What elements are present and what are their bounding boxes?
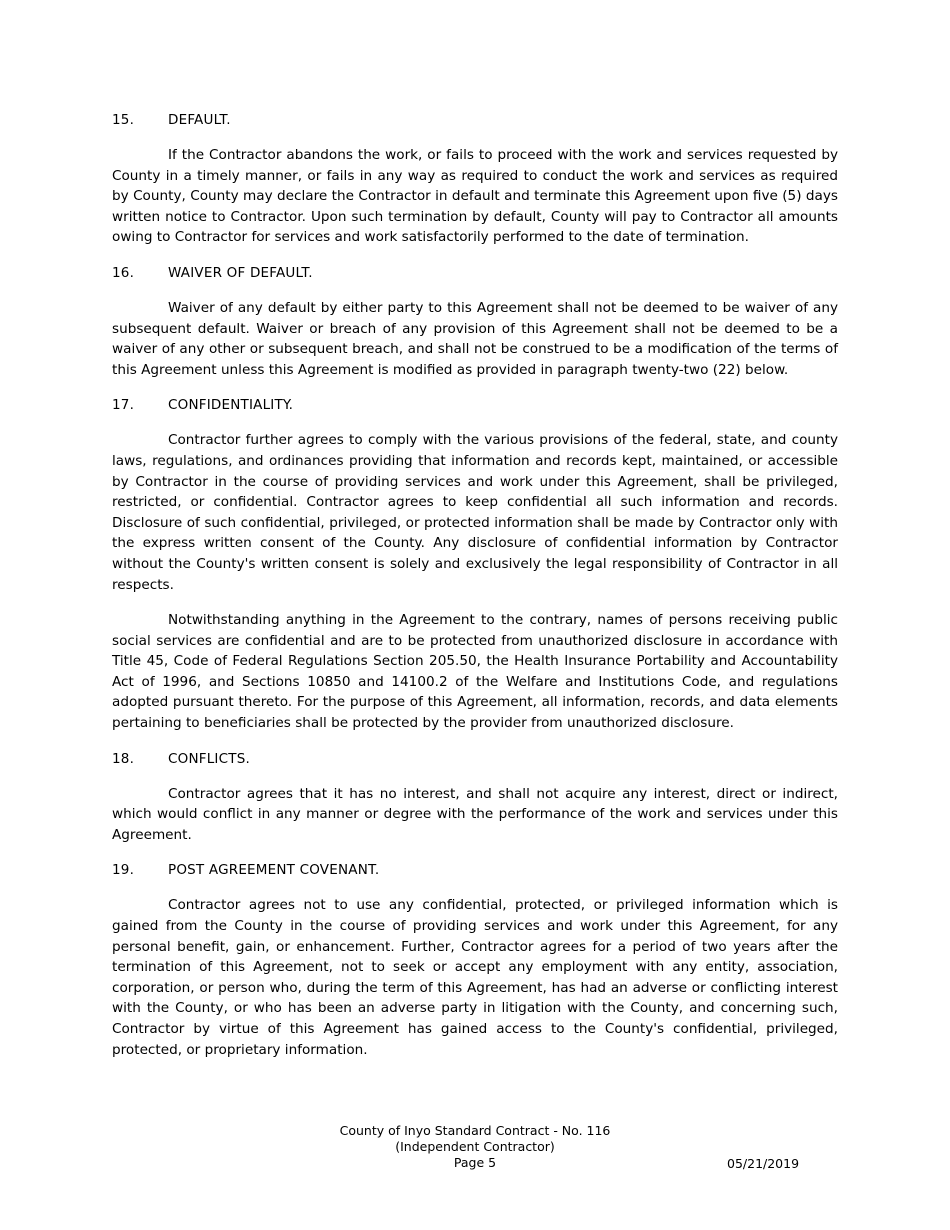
section-number: 18. bbox=[112, 750, 135, 767]
section-title: WAIVER OF DEFAULT. bbox=[168, 264, 313, 281]
section-number: 19. bbox=[112, 862, 135, 879]
section-19 bbox=[112, 860, 838, 1060]
section-heading bbox=[112, 860, 838, 880]
footer-date: 05/21/2019 bbox=[727, 1156, 800, 1171]
section-title: POST AGREEMENT COVENANT. bbox=[168, 862, 380, 879]
paragraph: Contractor agrees that it has no interest, and shall not acquire any interest, direct or indirect, which would conflict in any manner or degree with the performance of the work and services under this Agreement. bbox=[112, 785, 838, 843]
paragraph: Contractor agrees not to use any confidential, protected, or privileged information which is gained from the County in the course of providing services and work under this Agreement, for any personal benefit, gain, or enhancement. Further, Contractor agrees for a period of two years after the termination of this Agreement, not to seek or accept any employment with any entity, association, corporation, or person who, during the term of this Agreement, has had an adverse or conflicting interest with the County, or who has been an adverse party in litigation with the County, and concerning such, Contractor by virtue of this Agreement has gained access to the County's confidential, privileged, protected, or proprietary information. bbox=[112, 897, 838, 1058]
footer-page-number: Page 5 bbox=[453, 1155, 497, 1170]
document-body bbox=[112, 110, 838, 1075]
section-heading bbox=[112, 110, 838, 130]
section-title: CONFIDENTIALITY. bbox=[168, 397, 294, 414]
page-footer bbox=[0, 1123, 950, 1171]
footer-contract-type: (Independent Contractor) bbox=[395, 1139, 555, 1154]
section-number: 17. bbox=[112, 397, 135, 414]
paragraph: If the Contractor abandons the work, or fails to proceed with the work and services requested by County in a timely manner, or fails in any way as required to conduct the work and services as required by County, County may declare the Contractor in default and terminate this Agreement upon five (5) days written notice to Contractor. Upon such termination by default, County will pay to Contractor all amounts owing to Contractor for services and work satisfactorily performed to the date of termination. bbox=[112, 147, 838, 246]
section-heading bbox=[112, 263, 838, 283]
section-16 bbox=[112, 263, 838, 380]
section-15 bbox=[112, 110, 838, 248]
section-number: 15. bbox=[112, 112, 135, 128]
footer-contract-title: County of Inyo Standard Contract - No. 116 bbox=[339, 1123, 611, 1138]
section-17 bbox=[112, 395, 838, 733]
section-title: CONFLICTS. bbox=[168, 750, 250, 767]
section-heading bbox=[112, 395, 838, 415]
paragraph: Waiver of any default by either party to this Agreement shall not be deemed to be waiver of any subsequent default. Waiver or breach of any provision of this Agreement shall not be deemed to be a waiver of any other or subsequent breach, and shall not be construed to be a modification of the terms of this Agreement unless this Agreement is modified as provided in paragraph twenty-two (22) below. bbox=[112, 299, 838, 378]
section-number: 16. bbox=[112, 264, 135, 281]
paragraph: Contractor further agrees to comply with the various provisions of the federal, state, and county laws, regulations, and ordinances providing that information and records kept, maintained, or accessible by Contractor in the course of providing services and work under this Agreement, shall be privileged, restricted, or confidential. Contractor agrees to keep confidential all such information and records. Disclosure of such confidential, privileged, or protected information shall be made by Contractor only with the express written consent of the County. Any disclosure of confidential information by Contractor without the County's written consent is solely and exclusively the legal responsibility of Contractor in all respects. bbox=[112, 432, 838, 593]
section-heading bbox=[112, 749, 838, 769]
section-18 bbox=[112, 749, 838, 846]
section-title: DEFAULT. bbox=[168, 112, 231, 128]
paragraph: Notwithstanding anything in the Agreement to the contrary, names of persons receiving public social services are confidential and are to be protected from unauthorized disclosure in accordance with Title 45, Code of Federal Regulations Section 205.50, the Health Insurance Portability and Accountability Act of 1996, and Sections 10850 and 14100.2 of the Welfare and Institutions Code, and regulations adopted pursuant thereto. For the purpose of this Agreement, all information, records, and data elements pertaining to beneficiaries shall be protected by the provider from unauthorized disclosure. bbox=[112, 612, 838, 732]
